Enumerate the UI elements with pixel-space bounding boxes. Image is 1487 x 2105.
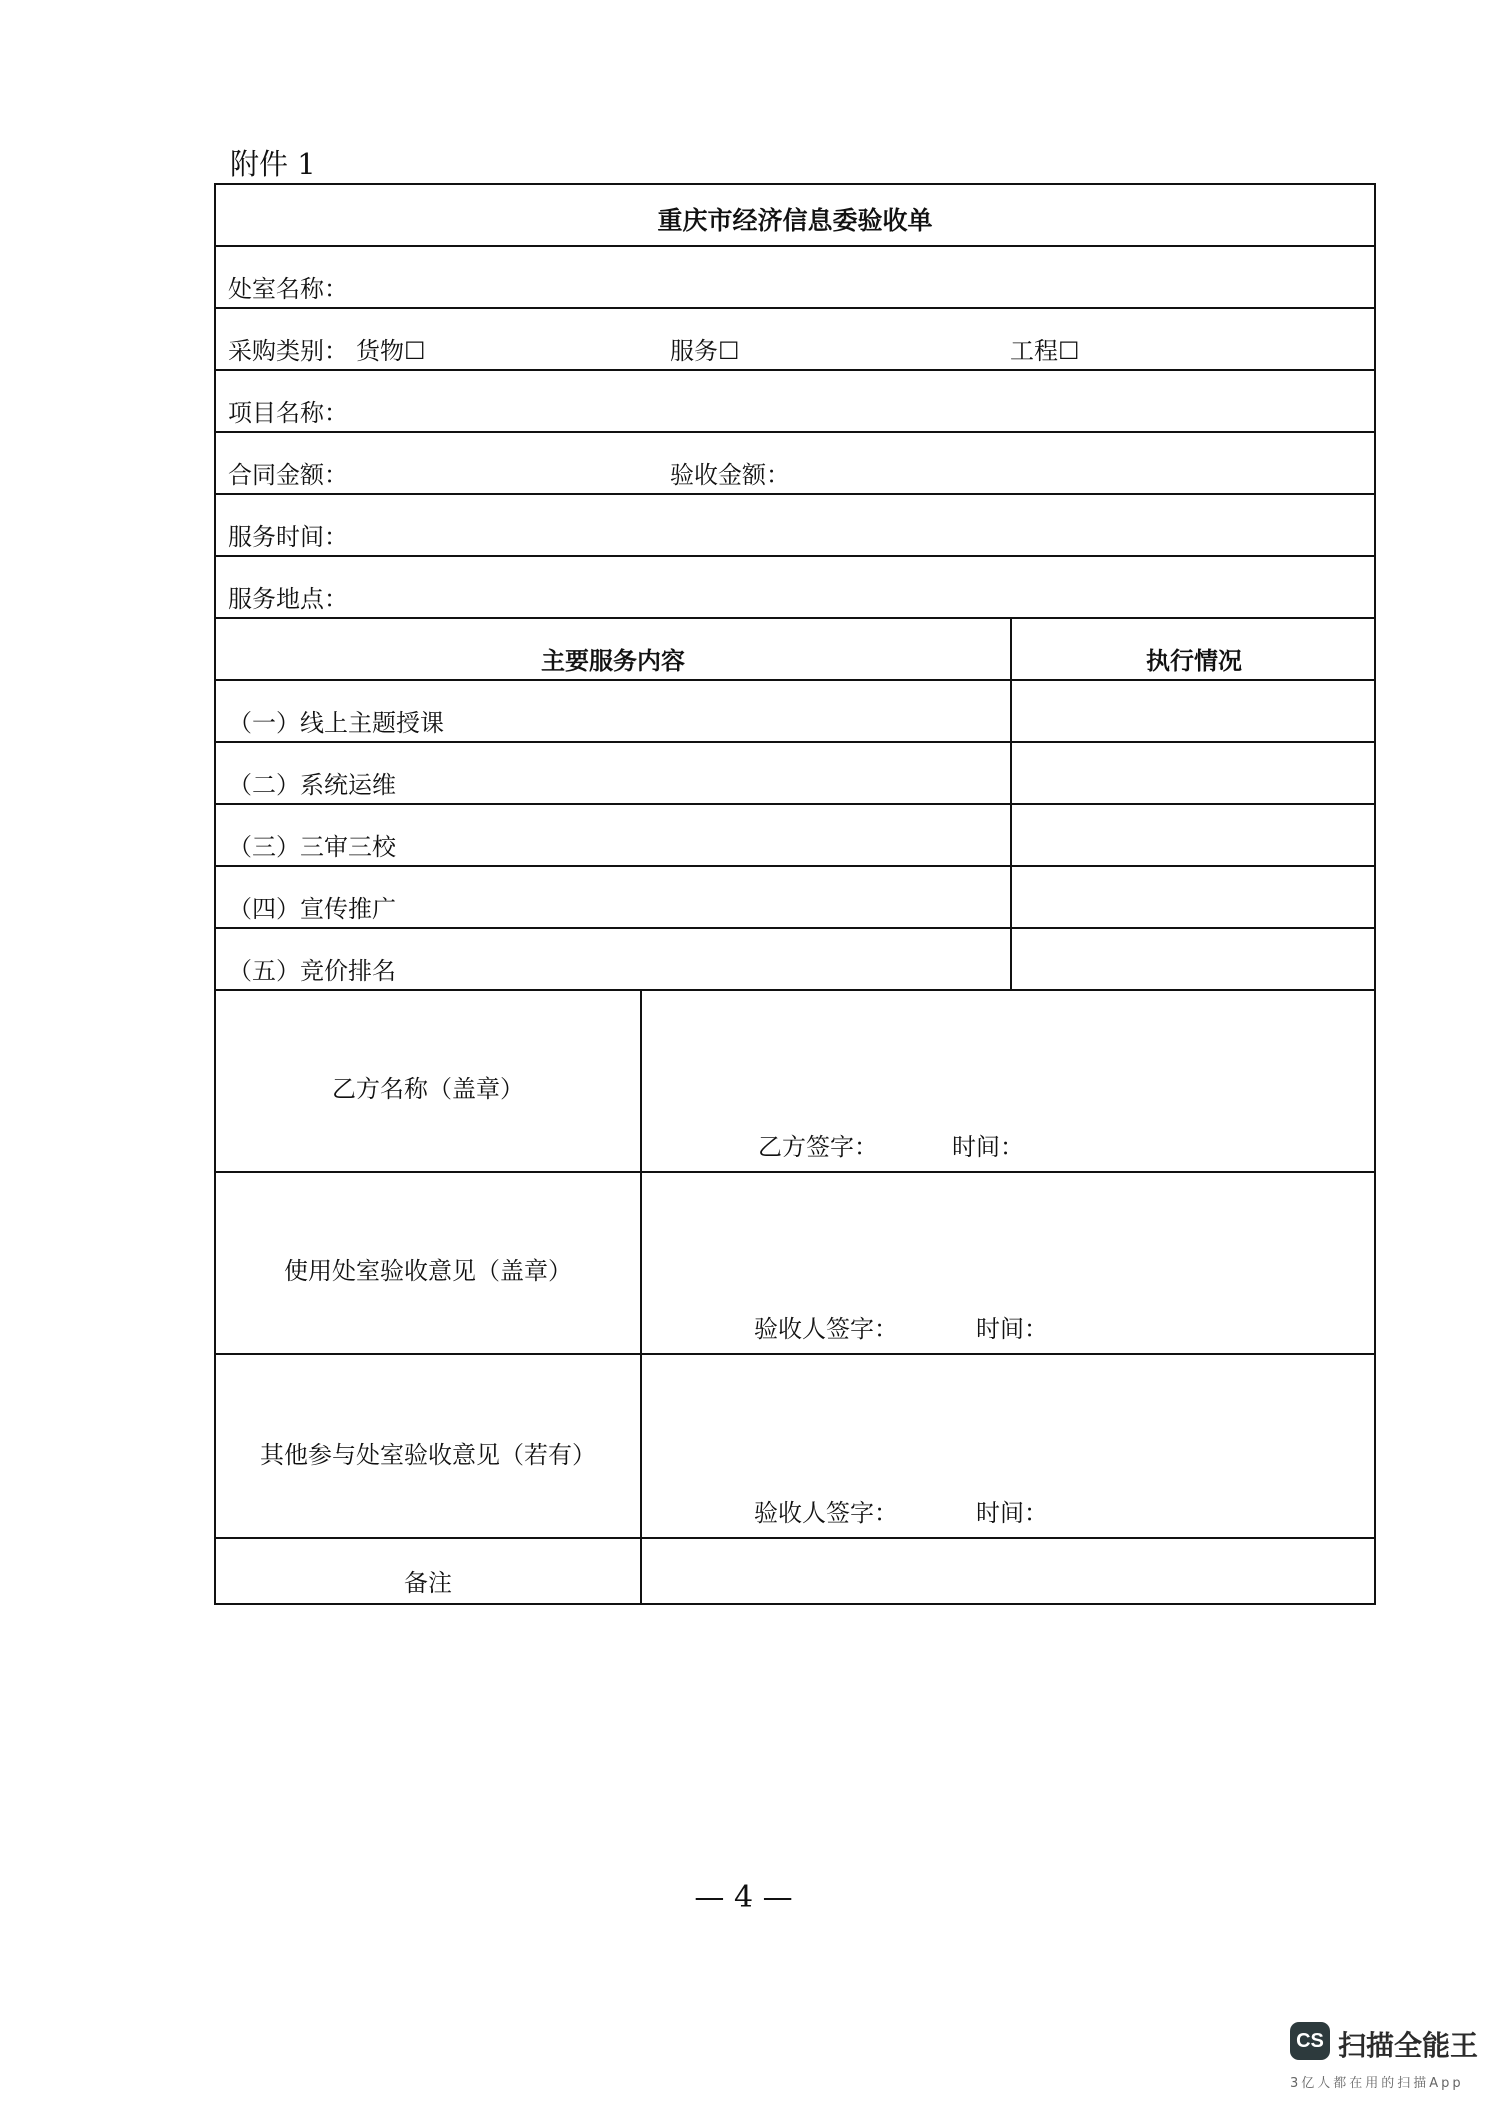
watermark-tagline: 3亿人都在用的扫描App: [1290, 2076, 1464, 2091]
project-name-row: [216, 371, 1374, 433]
party-b-time-label: 时间：: [952, 1133, 1024, 1161]
using-office-label: 使用处室验收意见（盖章）: [284, 1257, 572, 1285]
amount-row: [216, 433, 1374, 495]
party-b-sign-label: 乙方签字：: [758, 1133, 878, 1161]
service-table-header: [216, 619, 1374, 681]
contract-amount-label: 合同金额：: [228, 461, 348, 489]
acceptance-amount-label: 验收金额：: [670, 461, 790, 489]
acceptance-form: [214, 183, 1376, 1605]
procurement-label: 采购类别：: [228, 337, 348, 365]
page-number: — 4 —: [694, 1880, 793, 1915]
other-office-row: [216, 1355, 1374, 1539]
using-office-sign-label: 验收人签字：: [754, 1315, 898, 1343]
party-b-label: 乙方名称（盖章）: [332, 1075, 524, 1103]
form-title-row: [216, 185, 1374, 247]
service-item-row: [216, 681, 1374, 743]
watermark-app-name: 扫描全能王: [1338, 2029, 1479, 2062]
service-item-label: （五）竞价排名: [228, 957, 396, 985]
header-main-content: 主要服务内容: [541, 647, 685, 675]
remarks-row: [216, 1539, 1374, 1603]
office-name-label: 处室名称：: [228, 275, 348, 303]
option-services[interactable]: 服务☐: [670, 337, 740, 365]
procurement-row: [216, 309, 1374, 371]
office-name-row: [216, 247, 1374, 309]
service-time-row: [216, 495, 1374, 557]
service-item-row: [216, 867, 1374, 929]
using-office-row: [216, 1173, 1374, 1355]
other-office-time-label: 时间：: [976, 1499, 1048, 1527]
service-item-label: （三）三审三校: [228, 833, 396, 861]
attachment-label: 附件 1: [230, 147, 316, 181]
using-office-time-label: 时间：: [976, 1315, 1048, 1343]
service-item-row: [216, 743, 1374, 805]
service-item-label: （一）线上主题授课: [228, 709, 444, 737]
service-time-label: 服务时间：: [228, 523, 348, 551]
form-title: 重庆市经济信息委验收单: [657, 206, 933, 235]
signature-column-divider: [640, 991, 642, 1603]
service-item-label: （二）系统运维: [228, 771, 396, 799]
service-item-label: （四）宣传推广: [228, 895, 396, 923]
other-office-label: 其他参与处室验收意见（若有）: [260, 1441, 596, 1469]
option-engineering[interactable]: 工程☐: [1010, 337, 1080, 365]
header-execution: 执行情况: [1146, 647, 1242, 675]
column-divider: [1010, 619, 1012, 991]
party-b-row: [216, 991, 1374, 1173]
camscanner-logo-icon: CS: [1290, 2022, 1330, 2060]
other-office-sign-label: 验收人签字：: [754, 1499, 898, 1527]
service-item-row: [216, 929, 1374, 991]
service-place-label: 服务地点：: [228, 585, 348, 613]
service-place-row: [216, 557, 1374, 619]
option-goods[interactable]: 货物☐: [356, 337, 426, 365]
project-name-label: 项目名称：: [228, 399, 348, 427]
remarks-label: 备注: [404, 1569, 452, 1597]
service-item-row: [216, 805, 1374, 867]
